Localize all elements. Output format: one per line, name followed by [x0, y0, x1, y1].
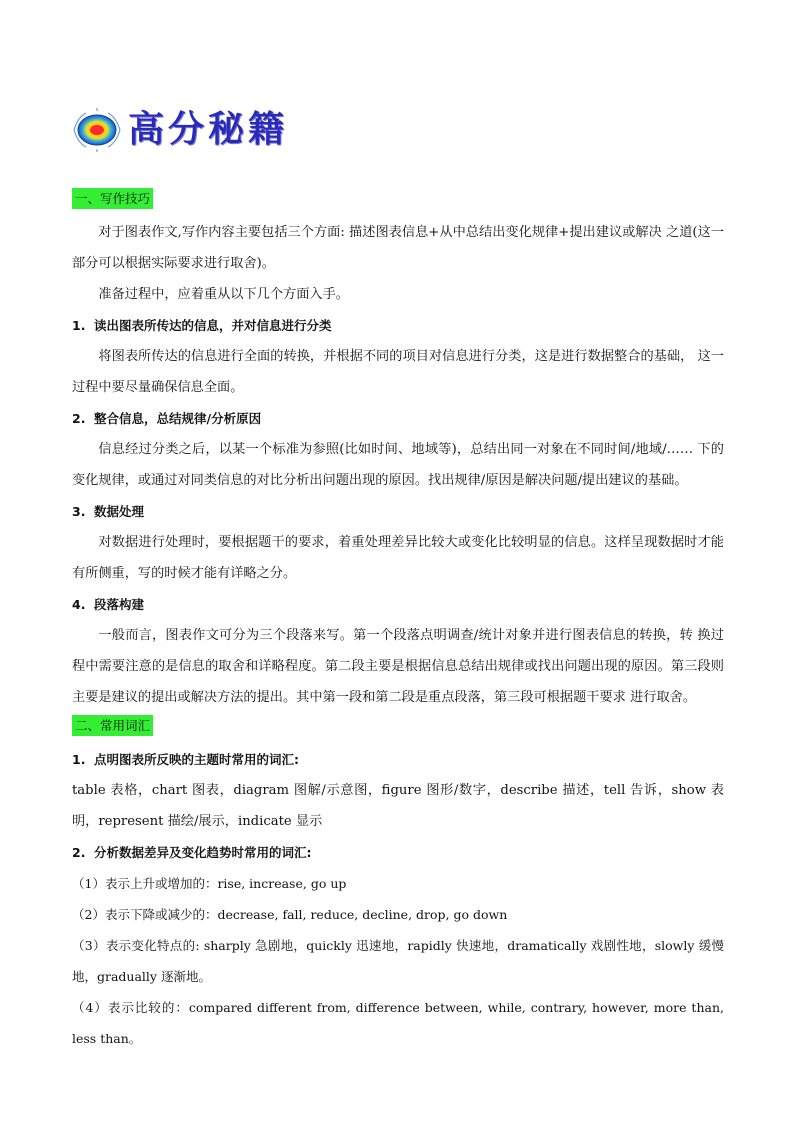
subheading-1: 1. 读出图表所传达的信息，并对信息进行分类	[72, 318, 332, 333]
paragraph-4: 一般而言，图表作文可分为三个段落来写。第一个段落点明调查/统计对象并进行图表信息的转换，转 换过程中需要注意的是信息的取舍和详略程度。第二段主要是根据信息总结出规律或找出问题出现的原因。第三段则主要是建议的提出或解决方法的提出。其中第一段和第二段是重点段落，第三段可根据题干要求 进行取舍。	[72, 628, 724, 705]
banner-title: 高分秘籍	[128, 109, 289, 150]
colorful-seal-icon	[72, 107, 122, 153]
subheading-vocab-2: 2. 分析数据差异及变化趋势时常用的词汇:	[72, 845, 312, 860]
section-heading-vocabulary: 二、常用词汇	[72, 715, 153, 736]
document-body	[72, 188, 724, 1054]
section-heading-writing-skills: 一、写作技巧	[72, 188, 153, 209]
vocab-line-1: （1）表示上升或增加的：rise, increase, go up	[72, 876, 347, 891]
vocab-line-3: （3）表示变化特点的: sharply 急剧地，quickly 迅速地，rapidly 快速地，dramatically 戏剧性地，slowly 缓慢地，gradually 逐渐地。	[72, 938, 724, 984]
banner	[72, 104, 288, 156]
vocab-paragraph-1: table 表格，chart 图表，diagram 图解/示意图，figure 图形/数字，describe 描述，tell 告诉，show 表明，represent 描绘/展示，indicate 显示	[72, 783, 724, 829]
subheading-2: 2. 整合信息，总结规律/分析原因	[72, 411, 262, 426]
subheading-3: 3. 数据处理	[72, 504, 145, 519]
paragraph-1: 将图表所传达的信息进行全面的转换，并根据不同的项目对信息进行分类，这是进行数据整合的基础， 这一过程中要尽量确保信息全面。	[72, 349, 724, 395]
subheading-4: 4. 段落构建	[72, 597, 145, 612]
vocab-line-4: （4）表示比较的：compared different from, difference between, while, contrary, however, more than, less than。	[72, 1000, 724, 1046]
paragraph-3: 对数据进行处理时，要根据题干的要求，着重处理差异比较大或变化比较明显的信息。这样呈现数据时才能有所侧重，写的时候才能有详略之分。	[72, 535, 724, 581]
paragraph-2: 信息经过分类之后，以某一个标准为参照(比如时间、地域等)，总结出同一对象在不同时间/地域/…… 下的变化规律，或通过对同类信息的对比分析出问题出现的原因。找出规律/原因是解决问题/提出建议的基础。	[72, 442, 724, 488]
vocab-line-2: （2）表示下降或减少的：decrease, fall, reduce, decline, drop, go down	[72, 907, 508, 922]
intro-paragraph: 对于图表作文,写作内容主要包括三个方面: 描述图表信息+从中总结出变化规律+提出建议或解决 之道(这一部分可以根据实际要求进行取舍)。	[72, 225, 724, 271]
subheading-vocab-1: 1. 点明图表所反映的主题时常用的词汇:	[72, 752, 299, 767]
intro-paragraph-2: 准备过程中，应着重从以下几个方面入手。	[98, 287, 349, 302]
